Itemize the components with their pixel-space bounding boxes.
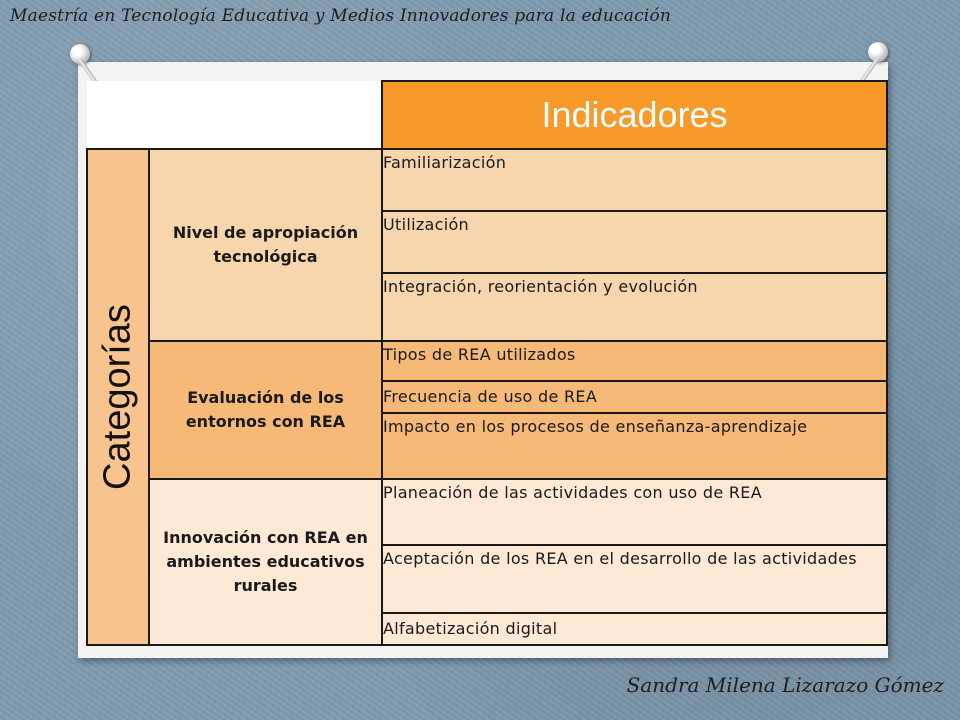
blank-corner [87,81,382,149]
indicator-cell: Integración, reorientación y evolución [382,273,887,341]
indicator-cell: Familiarización [382,149,887,211]
indicator-cell: Tipos de REA utilizados [382,341,887,381]
indicator-cell: Aceptación de los REA en el desarrollo de las actividades [382,545,887,613]
category-name: Innovación con REA en ambientes educativos rurales [149,479,382,645]
categories-cell [87,149,149,645]
indicator-cell: Alfabetización digital [382,613,887,645]
indicators-header: Indicadores [382,81,887,149]
indicator-cell: Utilización [382,211,887,273]
category-name: Evaluación de los entornos con REA [149,341,382,479]
indicator-cell: Frecuencia de uso de REA [382,381,887,413]
indicator-cell: Planeación de las actividades con uso de REA [382,479,887,545]
indicator-cell: Impacto en los procesos de enseñanza-aprendizaje [382,413,887,479]
pushpin-icon [868,42,888,62]
author-signature: Sandra Milena Lizarazo Gómez [626,673,944,697]
pushpin-icon [70,44,90,64]
categories-label: Categorías [96,304,139,490]
indicators-table [86,80,888,646]
header-title: Maestría en Tecnología Educativa y Medios Innovadores para la educación [10,6,672,26]
category-name: Nivel de apropiación tecnológica [149,149,382,341]
